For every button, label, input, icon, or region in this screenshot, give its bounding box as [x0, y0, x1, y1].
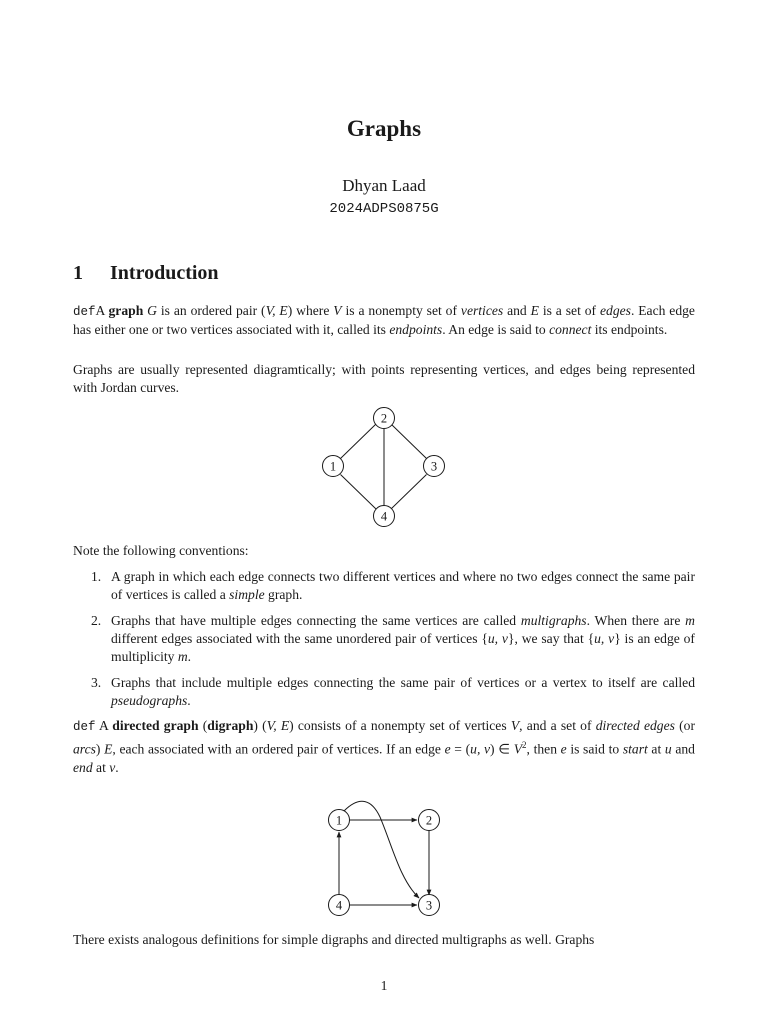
text: graph. — [264, 587, 303, 602]
text: is said to — [566, 741, 623, 757]
italic-term: multigraphs — [520, 613, 587, 628]
text: A — [95, 718, 113, 733]
section-number: 1 — [73, 262, 83, 284]
text: at — [92, 759, 110, 775]
math: V, E — [266, 718, 290, 733]
section-heading — [73, 262, 219, 285]
text: (or — [674, 718, 696, 733]
text: . Each edge has either one or two vertices associated with it, called its — [73, 303, 695, 337]
def-keyword: def — [73, 305, 96, 319]
digraph-node-label: 2 — [425, 813, 433, 828]
edge-3-4 — [391, 475, 427, 510]
text: . An edge is said to — [442, 322, 550, 337]
italic-term: connect — [549, 322, 592, 337]
undirected-graph-diagram — [300, 400, 460, 530]
list-number: 1. — [91, 569, 102, 584]
math: V — [333, 303, 342, 318]
italic-term: start — [622, 741, 648, 757]
math: G — [147, 303, 157, 318]
text: , then — [526, 741, 561, 757]
math: V — [510, 718, 520, 733]
italic-term: endpoints — [389, 322, 443, 337]
text: . When there are — [586, 613, 686, 628]
math: V — [513, 741, 523, 757]
text: , and a set of — [519, 718, 596, 733]
math: v — [109, 759, 116, 775]
italic-term: edges — [599, 303, 631, 318]
text: = ( — [450, 741, 471, 757]
author-name: Dhyan Laad — [342, 176, 426, 195]
text: is a nonempty set of — [341, 303, 461, 318]
paragraph-representation: Graphs are usually represented diagramtically; with points representing vertices, and edges being represented with Jordan curves. — [73, 362, 695, 395]
graph-node-label: 2 — [380, 411, 388, 426]
edge-2-3 — [391, 424, 427, 459]
text: A — [95, 303, 109, 318]
definition-digraph — [73, 717, 695, 777]
text: , each associated with an ordered pair of vertices. If an edge — [112, 741, 445, 757]
conventions-list — [73, 568, 695, 718]
math: V, E — [265, 303, 288, 318]
graph-node-label: 4 — [380, 509, 388, 524]
digraph-node-label: 4 — [335, 898, 343, 913]
page-title: Graphs — [346, 116, 422, 141]
text: different edges associated with the same unordered pair of vertices { — [111, 631, 488, 646]
italic-term: end — [73, 759, 93, 775]
italic-term: simple — [229, 587, 265, 602]
section-title: Introduction — [110, 262, 219, 284]
paragraph-analogous: There exists analogous definitions for simple digraphs and directed multigraphs as well. Graphs — [73, 932, 595, 947]
math: m — [685, 613, 695, 628]
student-id: 2024ADPS0875G — [329, 201, 439, 217]
bold-term: digraph — [207, 718, 254, 733]
text: . — [115, 759, 119, 775]
italic-term: pseudographs — [111, 693, 188, 708]
text: } is an edge of multiplicity — [111, 631, 695, 664]
superscript: 2 — [522, 740, 527, 750]
conventions-intro: Note the following conventions: — [73, 543, 249, 558]
list-number: 2. — [91, 613, 102, 628]
graph-node-label: 3 — [430, 459, 438, 474]
math: E — [530, 303, 539, 318]
list-item — [73, 568, 695, 604]
text: at — [647, 741, 665, 757]
math: m — [177, 649, 188, 664]
text: ) — [95, 741, 105, 757]
math: E — [104, 741, 113, 757]
bold-term: graph — [108, 303, 144, 318]
page-number: 1 — [380, 978, 388, 993]
math: u, v — [470, 741, 491, 757]
text: is an ordered pair ( — [156, 303, 266, 318]
math: e — [444, 741, 451, 757]
edge-1-4 — [341, 475, 377, 510]
text: ) where — [287, 303, 334, 318]
arc-1-3-curve — [344, 801, 419, 898]
math: u, v — [487, 631, 508, 646]
text: is a set of — [538, 303, 600, 318]
graph-node-label: 1 — [329, 459, 337, 474]
text: A graph in which each edge connects two different vertices and where no two edges connect the same pair of vertices is called a — [111, 569, 695, 602]
text: Graphs that include multiple edges connecting the same pair of vertices or a vertex to itself are called — [111, 675, 695, 690]
list-item — [73, 674, 695, 710]
italic-term: directed edges — [595, 718, 675, 733]
text: . — [187, 649, 192, 664]
text: ) ( — [253, 718, 267, 733]
math: u — [664, 741, 672, 757]
text: and — [503, 303, 531, 318]
math: u, v — [594, 631, 615, 646]
text: ) ∈ — [490, 741, 514, 757]
text: and — [671, 741, 695, 757]
math: e — [560, 741, 567, 757]
list-item — [73, 612, 695, 666]
list-number: 3. — [91, 675, 102, 690]
bold-term: directed graph — [112, 718, 199, 733]
directed-graph-diagram — [300, 795, 470, 925]
text: }, we say that { — [507, 631, 595, 646]
digraph-node-label: 1 — [335, 813, 343, 828]
italic-term: arcs — [73, 741, 96, 757]
edge-1-2 — [341, 424, 377, 459]
italic-term: vertices — [460, 303, 504, 318]
text: its endpoints. — [591, 322, 668, 337]
text: ( — [198, 718, 208, 733]
definition-graph — [73, 302, 695, 339]
def-keyword: def — [73, 720, 96, 734]
text: Graphs that have multiple edges connecting the same vertices are called — [111, 613, 521, 628]
digraph-node-label: 3 — [425, 898, 433, 913]
text: ) consists of a nonempty set of vertices — [289, 718, 511, 733]
text: . — [187, 693, 191, 708]
